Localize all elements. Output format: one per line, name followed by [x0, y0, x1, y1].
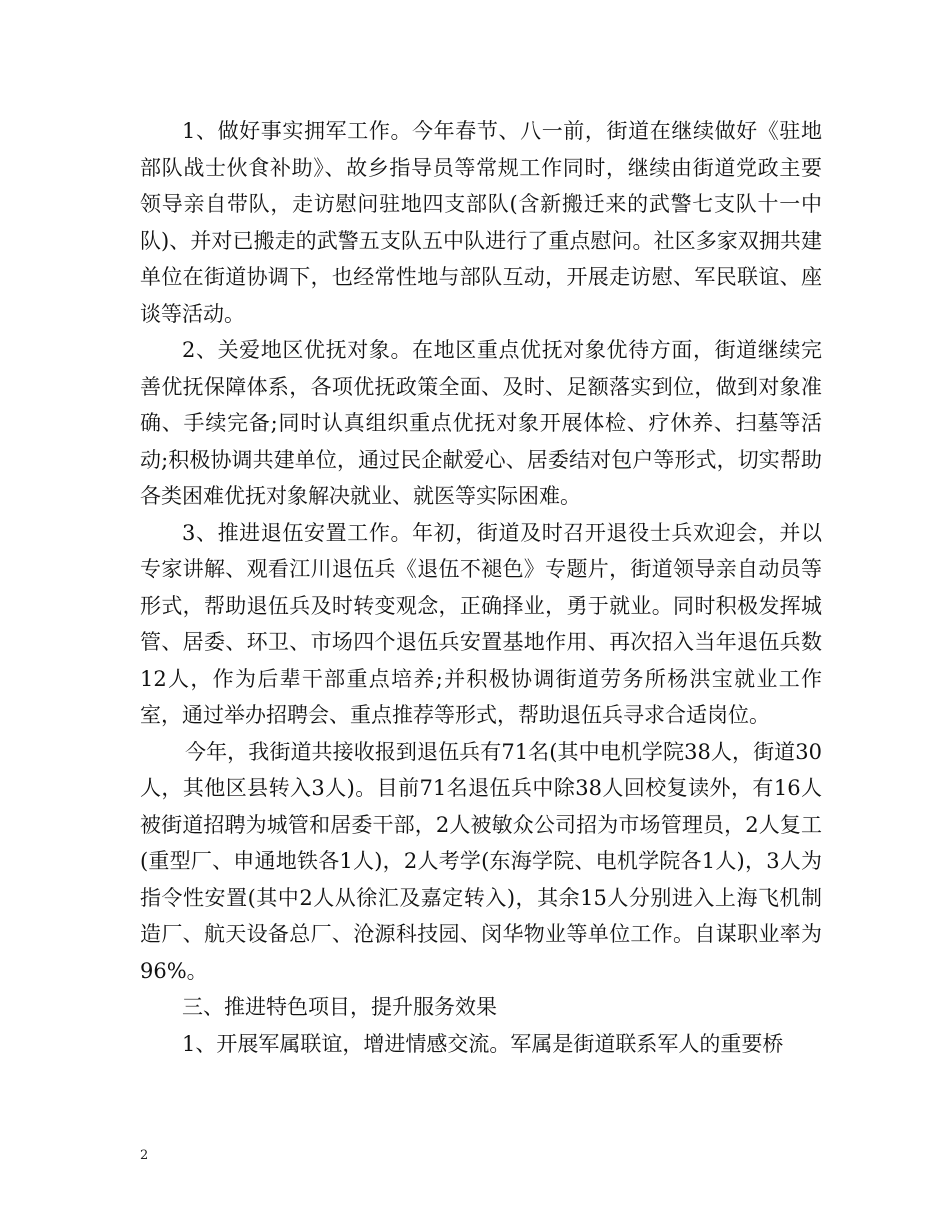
- paragraph-support-army: 1、做好事实拥军工作。今年春节、八一前，街道在继续做好《驻地部队战士伙食补助》、故乡指导员等常规工作同时，继续由街道党政主要领导亲自带队，走访慰问驻地四支部队(含新搬迁来的武警七支队十一中队)、并对已搬走的武警五支队五中队进行了重点慰问。社区多家双拥共建单位在街道协调下，也经常性地与部队互动，开展走访慰、军民联谊、座谈等活动。: [140, 119, 822, 326]
- paragraph-veteran-placement: 3、推进退伍安置工作。年初，街道及时召开退役士兵欢迎会，并以专家讲解、观看江川退伍兵《退伍不褪色》专题片，街道领导亲自动员等形式，帮助退伍兵及时转变观念，正确择业，勇于就业。同时积极发挥城管、居委、环卫、市场四个退伍兵安置基地作用、再次招入当年退伍兵数12人，作为后辈干部重点培养;并积极协调街道劳务所杨洪宝就业工作室，通过举办招聘会、重点推荐等形式，帮助退伍兵寻求合适岗位。: [140, 520, 822, 727]
- paragraph-military-family-fellowship: 1、开展军属联谊，增进情感交流。军属是街道联系军人的重要桥: [182, 1031, 784, 1056]
- page-number: 2: [140, 1148, 149, 1163]
- section-heading-featured-projects: 三、推进特色项目，提升服务效果: [182, 995, 497, 1019]
- document-body: [140, 113, 822, 1062]
- paragraph-veteran-statistics: 今年，我街道共接收报到退伍兵有71名(其中电机学院38人，街道30人，其他区县转入3人)。目前71名退伍兵中除38人回校复读外，有16人被街道招聘为城管和居委干部，2人被敏众公司招为市场管理员，2人复工(重型厂、申通地铁各1人)，2人考学(东海学院、电机学院各1人)，3人为指令性安置(其中2人从徐汇及嘉定转入)，其余15人分别进入上海飞机制造厂、航天设备总厂、沧源科技园、闵华物业等单位工作。自谋职业率为96%。: [140, 739, 822, 983]
- paragraph-care-beneficiaries: 2、关爱地区优抚对象。在地区重点优抚对象优待方面，街道继续完善优抚保障体系，各项优抚政策全面、及时、足额落实到位，做到对象准确、手续完备;同时认真组织重点优抚对象开展体检、疗休养、扫墓等活动;积极协调共建单位，通过民企献爱心、居委结对包户等形式，切实帮助各类困难优抚对象解决就业、就医等实际困难。: [140, 338, 822, 508]
